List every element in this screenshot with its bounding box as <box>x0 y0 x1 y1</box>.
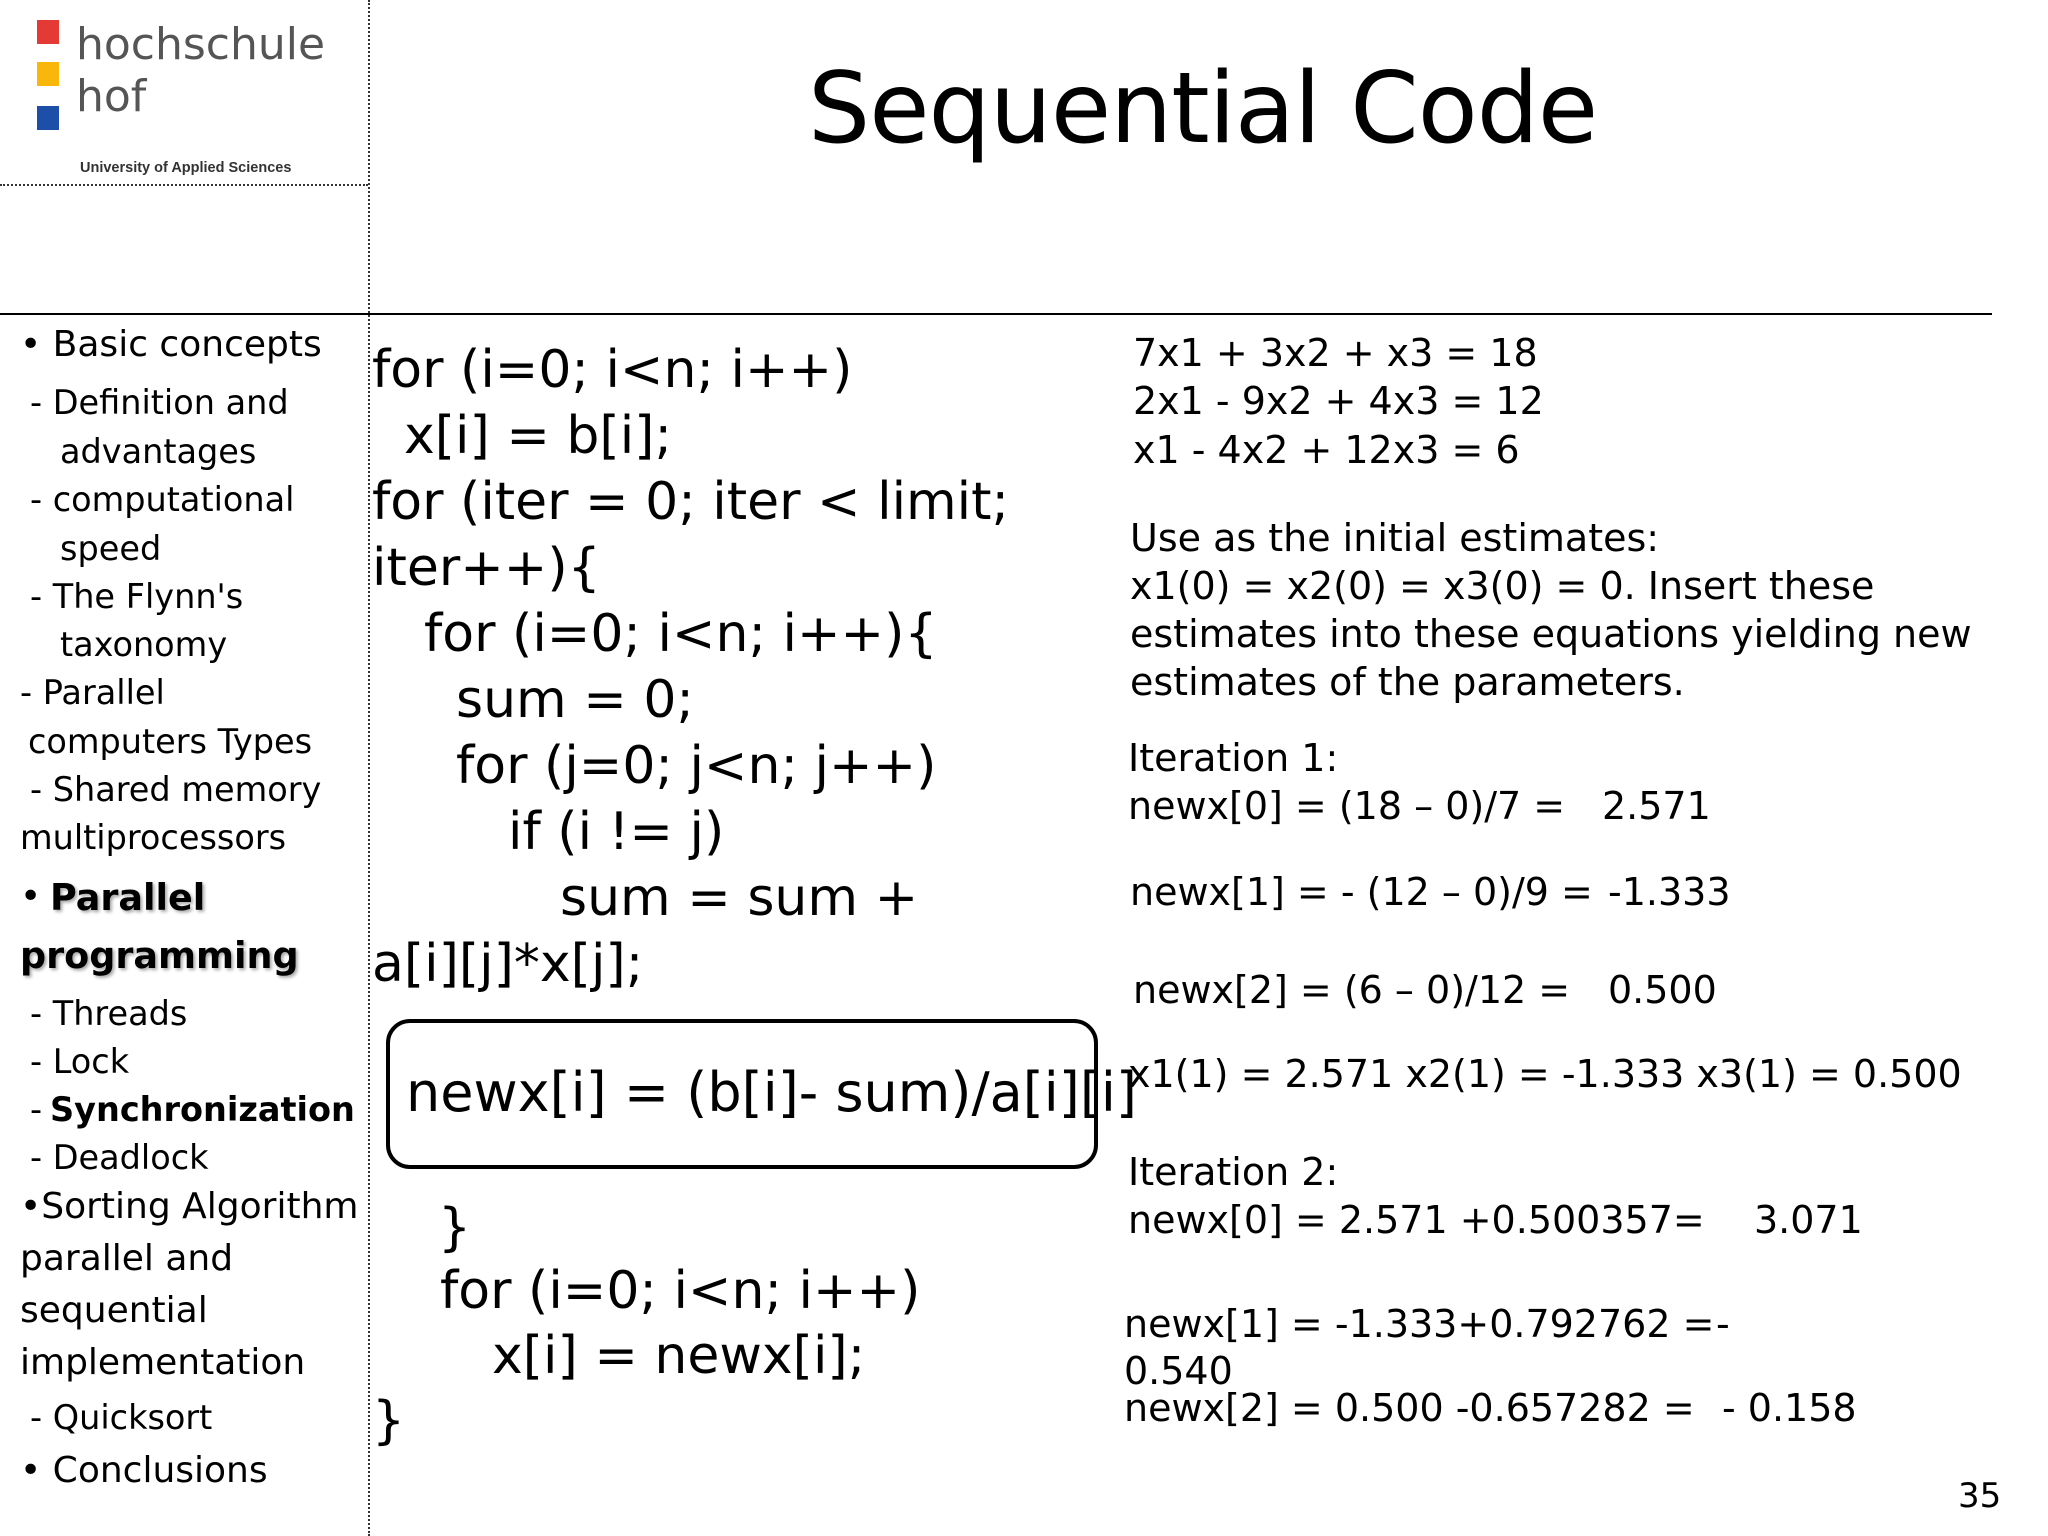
iteration-value: 2.571 <box>1602 784 1711 828</box>
logo-subtitle: University of Applied Sciences <box>80 160 292 176</box>
equation-line: 2x1 - 9x2 + 4x3 = 12 <box>1133 379 1544 423</box>
outline-deadlock: - Deadlock <box>30 1138 209 1177</box>
code-line: } <box>372 1391 406 1451</box>
code-line: } <box>438 1198 472 1258</box>
outline-definition-cont: advantages <box>60 432 257 471</box>
code-line: iter++){ <box>372 538 601 598</box>
outline-threads: - Threads <box>30 994 188 1033</box>
outline-conclusions: • Conclusions <box>20 1450 268 1491</box>
title-divider <box>0 313 1992 315</box>
outline-parallel-programming: Parallel <box>50 876 206 919</box>
logo-divider <box>0 184 368 186</box>
outline-sorting: •Sorting Algorithm <box>20 1186 359 1227</box>
iteration-expr: newx[0] = 2.571 +0.500357= <box>1128 1198 1705 1242</box>
logo-red-square <box>37 20 59 44</box>
iteration-value: 3.071 <box>1754 1198 1863 1242</box>
explanation-line: x1(0) = x2(0) = x3(0) = 0. Insert these <box>1130 564 1875 608</box>
outline-parallel-programming-cont: programming <box>20 934 299 977</box>
iteration-value: 0.500 <box>1608 968 1717 1012</box>
outline-flynn-cont: taxonomy <box>60 625 228 664</box>
outline-computational: - computational <box>30 480 295 519</box>
outline-lock: - Lock <box>30 1042 130 1081</box>
outline-basic-concepts: • Basic concepts <box>20 324 322 365</box>
iteration-heading: Iteration 1: <box>1128 736 1339 780</box>
explanation-line: estimates into these equations yielding new <box>1130 612 1972 656</box>
outline-parallel-cont: computers Types <box>28 722 313 761</box>
outline-sorting-cont1: parallel and <box>20 1238 234 1279</box>
explanation-line: Use as the initial estimates: <box>1130 516 1660 560</box>
logo-blue-square <box>37 106 59 130</box>
iteration-expr: newx[2] = (6 – 0)/12 = <box>1133 968 1571 1012</box>
slide-title: Sequential Code <box>808 52 1598 166</box>
iteration-expr: newx[1] = -1.333+0.792762 = <box>1124 1302 1715 1346</box>
iteration-value: - <box>1716 1302 1730 1346</box>
outline-synchronization: Synchronization <box>50 1090 355 1129</box>
code-line: if (i != j) <box>508 802 725 862</box>
code-line: for (j=0; j<n; j++) <box>456 736 937 796</box>
code-line: a[i][j]*x[j]; <box>372 934 644 994</box>
iteration-value: - 0.158 <box>1722 1386 1857 1430</box>
logo-line1: hochschule <box>76 19 326 70</box>
outline-sorting-cont3: implementation <box>20 1342 306 1383</box>
outline-parallel: - Parallel <box>20 673 165 712</box>
iteration-summary: x1(1) = 2.571 x2(1) = -1.333 x3(1) = 0.500 <box>1128 1052 1962 1096</box>
iteration-expr: 0.540 <box>1124 1349 1233 1393</box>
vertical-divider <box>368 0 370 1536</box>
iteration-expr: newx[1] = - (12 – 0)/9 = <box>1130 870 1593 914</box>
outline-parallel-programming-bullet: • <box>20 876 42 917</box>
logo-yellow-square <box>37 62 59 86</box>
outline-definition: - Definition and <box>30 383 289 422</box>
outline-shared-memory: - Shared memory <box>30 770 322 809</box>
code-line: for (i=0; i<n; i++) <box>440 1261 921 1321</box>
iteration-value: -1.333 <box>1608 870 1731 914</box>
code-line: sum = 0; <box>456 670 694 730</box>
page-number: 35 <box>1958 1476 2002 1516</box>
outline-flynn: - The Flynn's <box>30 577 244 616</box>
code-line: sum = sum + <box>560 868 919 928</box>
code-line: for (iter = 0; iter < limit; <box>372 472 1010 532</box>
outline-shared-memory-cont: multiprocessors <box>20 818 287 857</box>
code-line: for (i=0; i<n; i++){ <box>424 604 938 664</box>
explanation-line: estimates of the parameters. <box>1130 660 1685 704</box>
outline-quicksort: - Quicksort <box>30 1398 213 1437</box>
equation-line: 7x1 + 3x2 + x3 = 18 <box>1133 331 1538 375</box>
iteration-expr: newx[2] = 0.500 -0.657282 = <box>1124 1386 1695 1430</box>
iteration-heading: Iteration 2: <box>1128 1150 1339 1194</box>
logo-line2: hof <box>76 71 147 122</box>
code-line: x[i] = newx[i]; <box>492 1326 866 1386</box>
outline-computational-cont: speed <box>60 529 162 568</box>
code-line-highlighted: newx[i] = (b[i]- sum)/a[i][i] <box>406 1061 1138 1124</box>
equation-line: x1 - 4x2 + 12x3 = 6 <box>1133 428 1520 472</box>
outline-synchronization-dash: - <box>30 1090 43 1129</box>
code-line: for (i=0; i<n; i++) <box>372 340 853 400</box>
outline-sorting-cont2: sequential <box>20 1290 208 1331</box>
iteration-expr: newx[0] = (18 – 0)/7 = <box>1128 784 1566 828</box>
code-line: x[i] = b[i]; <box>404 406 672 466</box>
